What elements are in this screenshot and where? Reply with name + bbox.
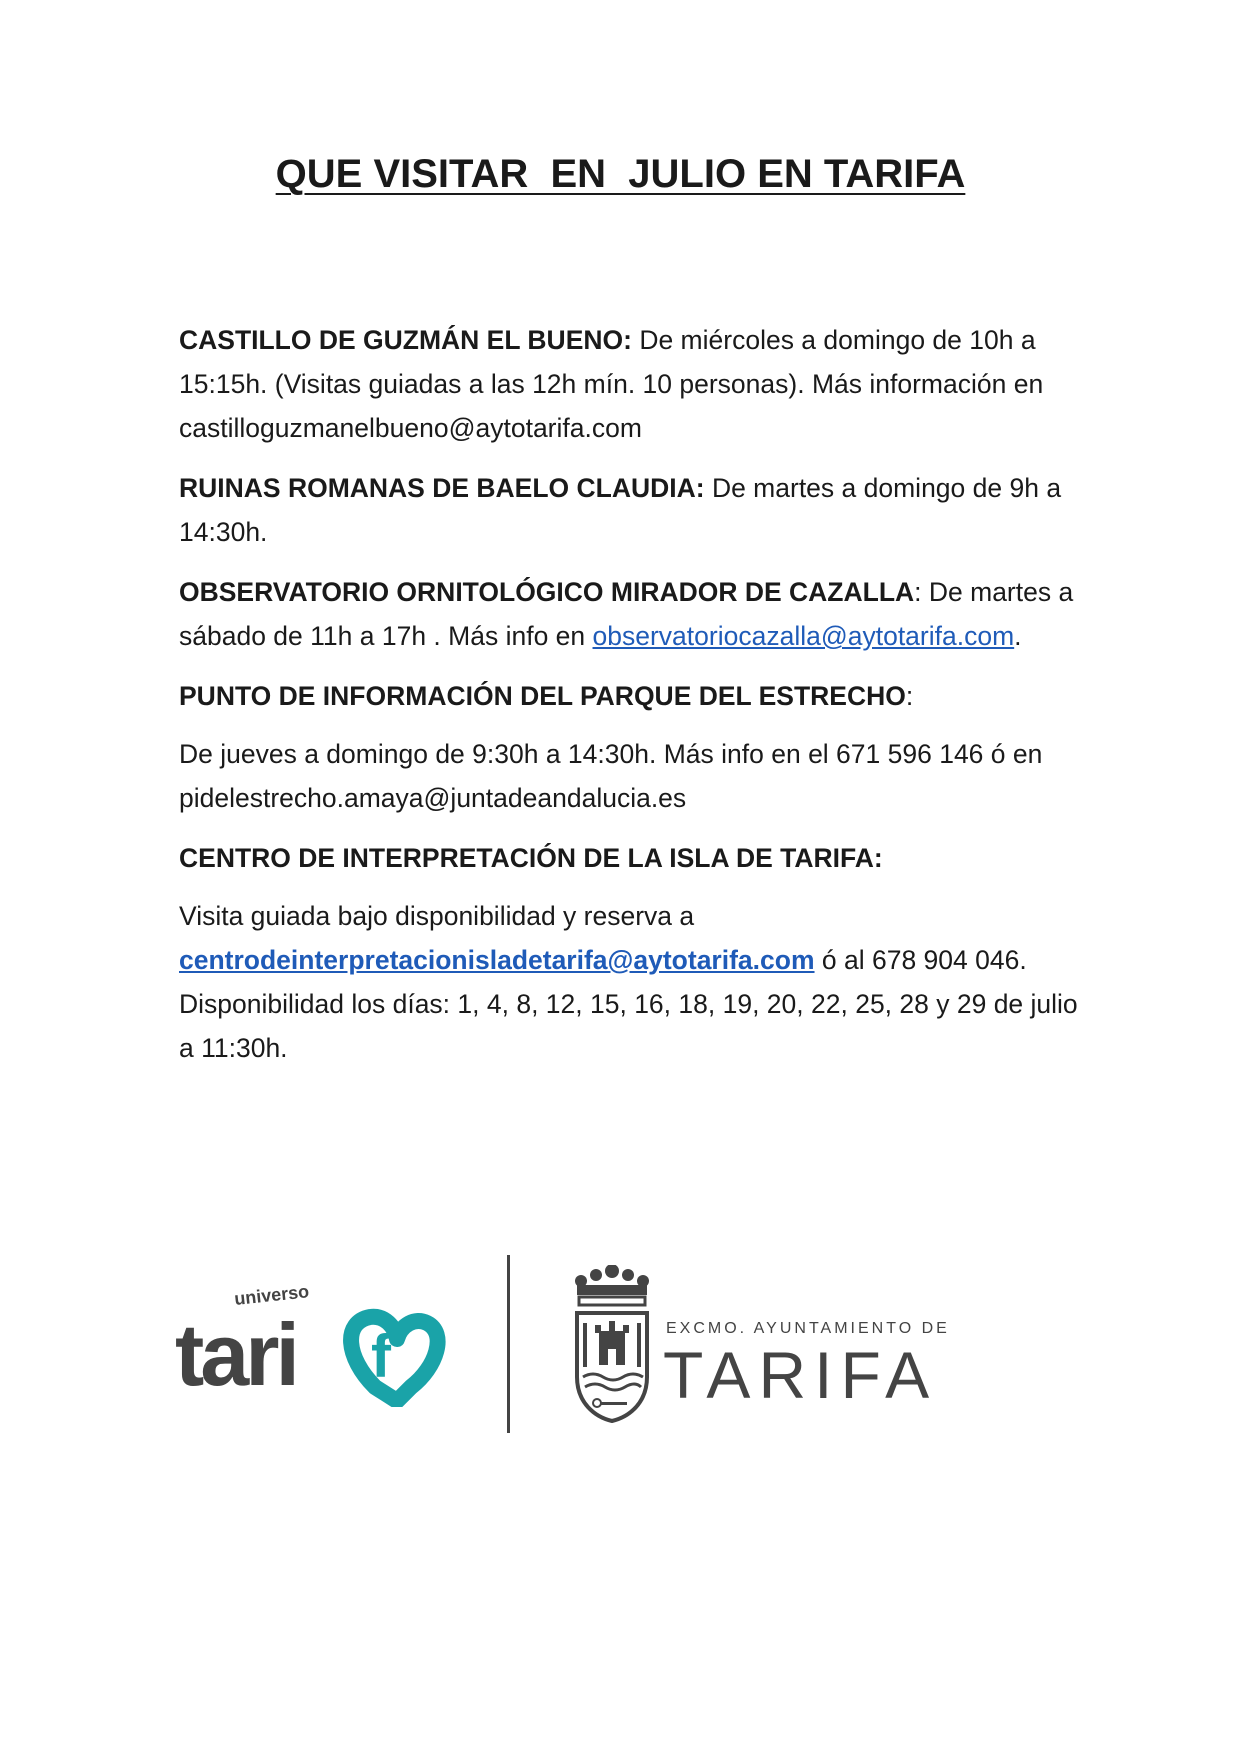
section-text-after: ó al 678 904 046. Disponibilidad los días: 1, 4, 8, 12, 15, 16, 18, 19, 20, 22, 25, 28 y 29 de julio a 11:30h. [179,945,1078,1063]
ayuntamiento-subtitle: EXCMO. AYUNTAMIENTO DE [666,1320,950,1337]
svg-text:tari: tari [175,1305,296,1404]
section-label: CENTRO DE INTERPRETACIÓN DE LA ISLA DE TARIFA: [179,843,883,873]
section-text-after: . [1014,621,1022,651]
section-text: De miércoles a domingo de 10h a 15:15h. (Visitas guiadas a las 12h mín. 10 personas). Más información en castilloguzmanelbueno@aytotarifa.com [179,325,1044,443]
section-text: De martes a domingo de 9h a 14:30h. [179,473,1062,547]
svg-text:universo: universo [233,1281,311,1309]
section-punto-informacion [179,674,1079,718]
section-label-suffix: : [905,681,914,711]
section-text: : De martes a sábado de 11h a 17h . Más info en [179,577,1074,651]
section-label: CASTILLO DE GUZMÁN EL BUENO: [179,325,632,355]
section-text-before: Visita guiada bajo disponibilidad y reserva a [179,901,695,931]
section-centro-interpretacion [179,836,1079,880]
email-link-observatorio[interactable]: observatoriocazalla@aytotarifa.com [592,621,1015,651]
section-label: PUNTO DE INFORMACIÓN DEL PARQUE DEL ESTRECHO [179,681,906,711]
logo-divider [507,1255,510,1433]
universo-tarifa-logo [175,1277,455,1407]
section-label: RUINAS ROMANAS DE BAELO CLAUDIA: [179,473,705,503]
section-castillo [179,318,1079,450]
section-centro-interpretacion-text [179,894,1079,1070]
coat-of-arms-icon [571,1265,653,1425]
ayuntamiento-name: TARIFA [663,1338,938,1412]
section-text: De jueves a domingo de 9:30h a 14:30h. Más info en el 671 596 146 ó en pidelestrecho.amaya@juntadeandalucia.es [179,739,1043,813]
ayuntamiento-logo [571,1265,951,1425]
section-label: OBSERVATORIO ORNITOLÓGICO MIRADOR DE CAZALLA [179,577,915,607]
document-body [179,318,1079,1086]
section-observatorio [179,570,1079,658]
section-punto-informacion-text [179,732,1079,820]
footer-logos [175,1255,950,1445]
page-title: QUE VISITAR EN JULIO EN TARIFA [275,152,966,196]
email-link-centro[interactable]: centrodeinterpretacionisladetarifa@aytotarifa.com [179,945,815,975]
svg-text:f: f [371,1323,391,1390]
section-baelo-claudia [179,466,1079,554]
